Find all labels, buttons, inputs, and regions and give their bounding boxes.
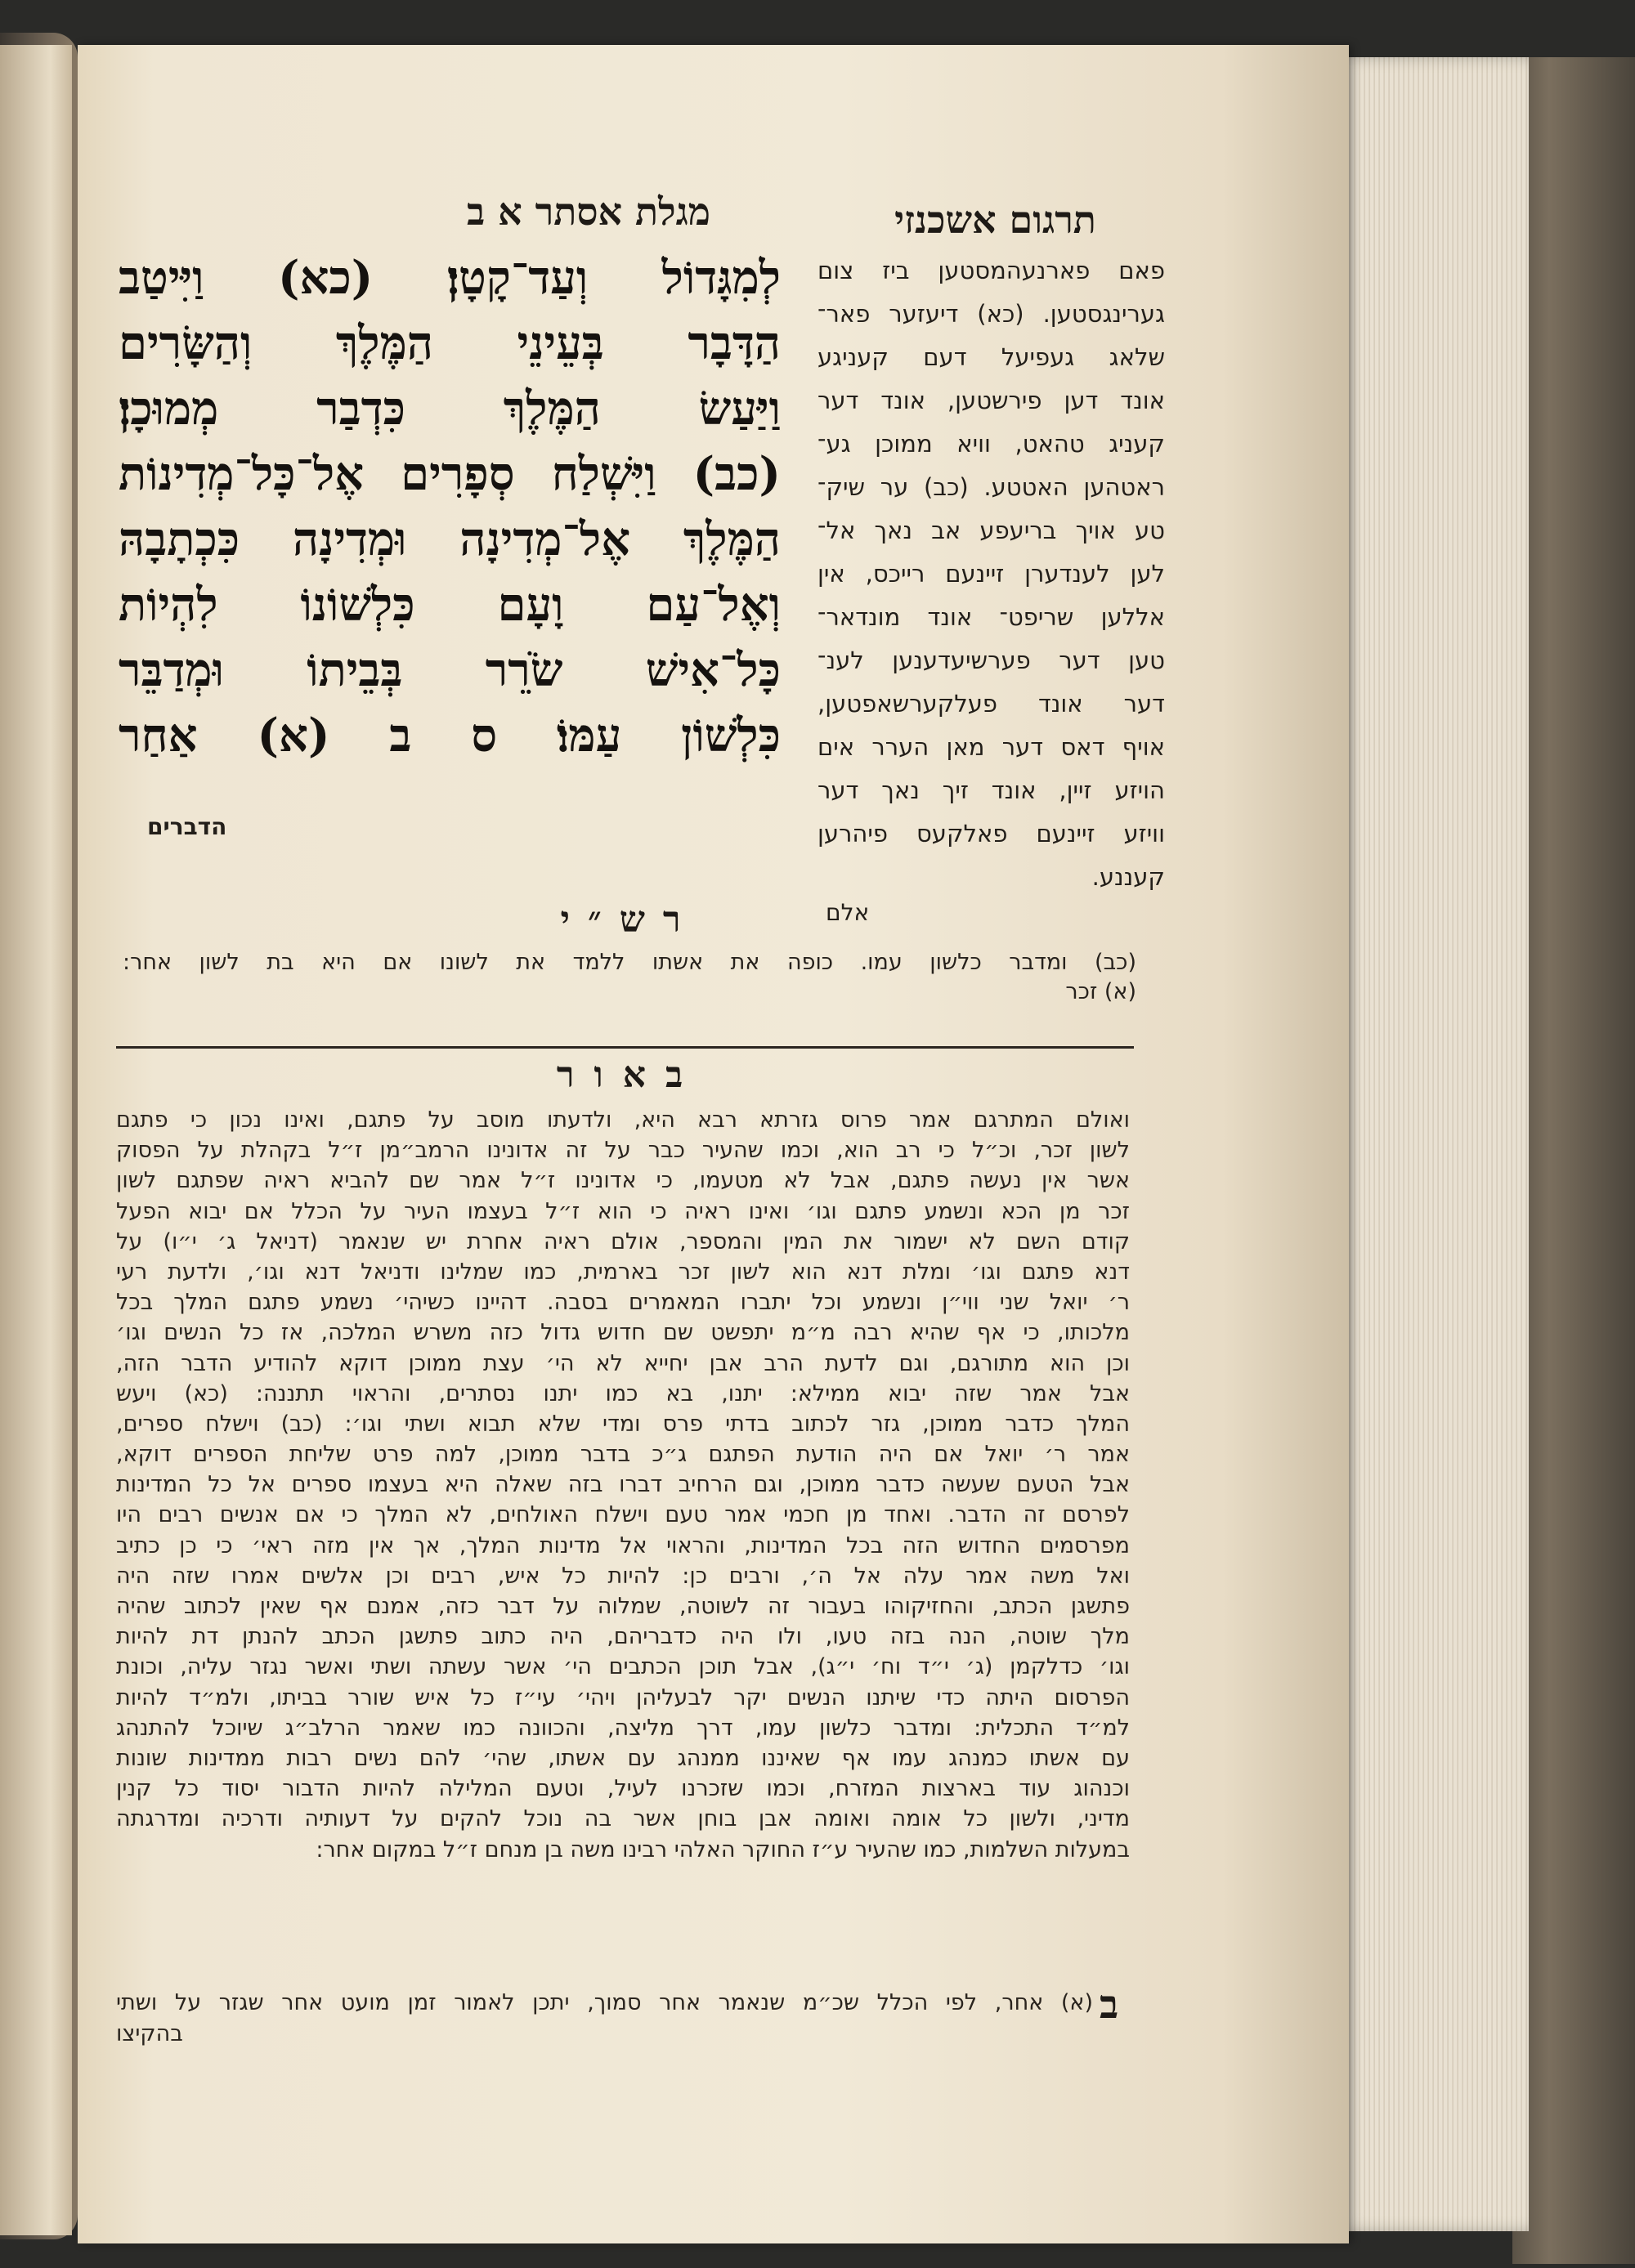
biur-line: עם אשתו כמנהג עמו אף שאיננו ממנהג עם אשתו, שהי׳ להם נשים רבות ממדינות שונות xyxy=(116,1745,1130,1771)
yiddish-line: אויף דאס דער מאן הערר אים xyxy=(818,733,1165,761)
yiddish-line: דער אונד פעלקערשאפטען, xyxy=(818,690,1165,718)
footnote-text xyxy=(116,1988,1093,2050)
yiddish-line: קעניג טהאט, וויא ממוכן גע־ xyxy=(818,430,1165,458)
biur-line: דנא פתגם וגו׳ ומלת דנא הוא לשון זכר בארמית, כמו שמלינו ודניאל דנא וגו׳, ולדעת רעי xyxy=(116,1259,1130,1285)
rashi-title: רש״י xyxy=(560,899,699,941)
page-stack-edges xyxy=(1337,57,1529,2231)
yiddish-line: לען לענדערן זיינעם רייכס, אין xyxy=(818,560,1165,588)
hebrew-text-line: הַדָּבָר בְּעֵינֵי הַמֶּלֶךְ וְהַשָּׂרִים xyxy=(119,316,781,370)
yiddish-catchword: אלם xyxy=(826,899,870,926)
biur-line: ואולם המתרגם אמר פרוס גזרתא רבא היא, ולדעתו מוסב על פתגם, ואינו נכון כי פתגם xyxy=(116,1107,1130,1133)
hebrew-text-line: (כב) וַיִּשְׁלַח סְפָרִים אֶל־כָּל־מְדִינוֹת xyxy=(119,447,781,501)
biur-line: לפרסם זה הדבר. ואחד מן חכמי אמר טעם וישלח האולחים, לא המלך כי אם אנשים רבים היו xyxy=(116,1502,1130,1528)
yiddish-line: וויזע זיינעם פאלקעס פיהרען xyxy=(818,820,1165,848)
biur-line: למ״ד התכלית: ומדבר כלשון עמו, דרך מליצה, והכוונה כמו שאמר הרלב״ג שיוכל להתנהג xyxy=(116,1715,1130,1741)
biur-line: וכן הוא מתורגם, וגם לדעת הרב אבן יחייא לא הי׳ עצת ממוכן דוקא להודיע הדבר הזה, xyxy=(116,1350,1130,1376)
biur-line: אשר אין נעשה פתגם, אבל לא מטעמו, כי אדונינו ז״ל אמר שם להביא ראיה שפתגם לשון xyxy=(116,1168,1130,1194)
biur-line: במעלות השלמות, כמו שהעיר ע״ז החוקר האלהי רבינו משה בן מנחם ז״ל במקום אחר: xyxy=(316,1836,1130,1863)
biur-line: ר׳ יואל שני ווי״ן ונשמע וכל יתברו המאמרים בסבה. דהיינו כשיהי׳ נשמע פתגם המלך בכל xyxy=(116,1290,1130,1316)
section-divider xyxy=(116,1046,1134,1049)
previous-page-edge xyxy=(0,45,72,2235)
yiddish-line: גערינגסטען. (כא) דיעזער פאר־ xyxy=(818,300,1165,328)
hebrew-text-line: כִּלְשׁוֹן עַמּוֹ׃ ס ב (א) אַחַר xyxy=(119,709,781,763)
biur-line: המלך כדבר ממוכן, גזר לכתוב בדתי פרס ומדי שלא תבוא ושתי וגו׳: (כב) וישלח ספרים, xyxy=(116,1411,1130,1437)
yiddish-line: אונד דען פירשטען, אונד דער xyxy=(818,387,1165,414)
yiddish-line: אללען שריפט־ אונד מונדאר־ xyxy=(818,603,1165,631)
biur-line: אבל אמר שזה יבוא ממילא: יתנו, בא כמו יתנו נסתרים, והראוי תתננה: (כא) ויעש xyxy=(116,1380,1130,1407)
footnote-line: בהקיצו xyxy=(116,2021,183,2047)
hebrew-text-line: וְאֶל־עַם וָעָם כִּלְשׁוֹנוֹ לִהְיוֹת xyxy=(119,578,781,632)
yiddish-translation-column xyxy=(818,249,1165,899)
hebrew-text-line: כָּל־אִישׁ שֹׂרֵר בְּבֵיתוֹ וּמְדַבֵּר xyxy=(119,643,781,697)
biur-line: אמר ר׳ יואל אם היה הודעת הפתגם ג״כ בדבר ממוכן, למה פרט שליחת הספרים דוקא, xyxy=(116,1442,1130,1468)
yiddish-line: טען דער פערשיעדענען לענ־ xyxy=(818,646,1165,674)
yiddish-line: פאם פארנעהמסטען ביז צום xyxy=(818,257,1165,284)
biur-line: הפרסום היתה כדי שיתנו הנשים יקר לבעליהן ויהי׳ עי״ז כל איש שורר בביתו, ולמ״ד להיות xyxy=(116,1684,1130,1711)
biur-line: וכנהוג עוד בארצות המזרח, וכמו שזכרנו לעיל, וטעם המלילה להיות הדבור יסוד כל קנין xyxy=(116,1776,1130,1802)
hebrew-text-line: הַמֶּלֶךְ אֶל־מְדִינָה וּמְדִינָה כִּכְתָבָהּ xyxy=(119,512,781,566)
biur-line: מלכותו, כי אף שהיא רבה מ״מ יתפשט שם חדוש גדול כזה משרש המלכה, אז כל הנשים וגו׳ xyxy=(116,1320,1130,1346)
header-left-title: מגלת אסתר א ב xyxy=(466,190,711,234)
biur-line: לשון זכר, וכ״ל כי רב הוא, וכמו שהעיר כבר על זה אדונינו הרמב״מן ז״ל בקהלת על הפסוק xyxy=(116,1138,1130,1164)
yiddish-line: טע אויך בריעפע אב נאך אל־ xyxy=(818,517,1165,544)
biur-line: אבל הטעם שעשה כדבר ממוכן, וגם הרחיב דברו בזה שאלה היא בעצמו ספרים אל כל המדינות xyxy=(116,1472,1130,1498)
biur-line: זכר מן הכא ונשמע פתגם וגו׳ ואינו ראיה כי הוא ז״ל בעצמו העיר על הכלל אם יבוא הפעל xyxy=(116,1198,1130,1224)
yiddish-line: הויזע זיין, אונד זיך נאך דער xyxy=(818,776,1165,804)
hebrew-catchword: הדברים xyxy=(147,813,227,840)
biur-line: מפרסמים החדוש הזה בכל המדינות, והראוי אל מדינות המלך, אך אין מזה ראי׳ כי כן כתיב xyxy=(116,1532,1130,1559)
hebrew-text-line: וַיַּעַשׂ הַמֶּלֶךְ כִּדְבַר מְמוּכָן׃ xyxy=(119,382,781,436)
hebrew-text-column xyxy=(119,245,781,768)
rashi-commentary xyxy=(123,948,1136,1007)
biur-line: פתשגן הכתב, והחזיקוהו בעבור זה לשוטה, שמלוה על דבר כזה, אמנם אף שאין לכתוב שהיה xyxy=(116,1594,1130,1619)
biur-commentary xyxy=(116,1105,1130,1865)
yiddish-line: קעננע. xyxy=(1091,863,1165,891)
footnote-letter: ב xyxy=(1100,1982,1119,2028)
biur-line: מדיני, ולשון כל אומה ואומה אבן בוחן אשר בה נוכל להקים על דעותיה ודרכיה ומדרגתה xyxy=(116,1806,1130,1832)
biur-line: ואל משה אמר עלה אל ה׳, ורבים כן: להיות כל איש, רבים וכן אלשים אמרו שזה היה xyxy=(116,1563,1130,1589)
book-cover-right xyxy=(1512,57,1635,2264)
biur-line: קודם השם לא ישמור את המין והמספר, אולם ראיה אחרת יש שנאמר (דניאל ג׳ י״ו) על xyxy=(116,1228,1130,1255)
yiddish-line: שלאג געפיעל דעם קעניגע xyxy=(818,343,1165,371)
header-right-title: תרגום אשכנזי xyxy=(894,198,1096,242)
biur-line: וגו׳ כדלקמן (ג׳ י״ד וח׳ י״ג), אבל תוכן הכתבים הי׳ אשר עשתה ושתי ואשר נגזר עליה, וכונת xyxy=(116,1654,1130,1680)
hebrew-text-line: לְמִגָּדוֹל וְעַד־קָטָן׃ (כא) וַיִּיטַב xyxy=(119,251,781,305)
rashi-line: (כב) ומדבר כלשון עמו. כופה את אשתו ללמד את לשונו אם היא בת לשון אחר: xyxy=(123,950,1136,975)
footnote-line: (א) אחר, לפי הכלל שכ״מ שנאמר אחר סמוך, יתכן לאמור זמן מועט אחר שגזר על ושתי xyxy=(116,1990,1093,2015)
yiddish-line: ראטהען האטטע. (כב) ער שיק־ xyxy=(818,473,1165,501)
rashi-line: (א) זכר xyxy=(1065,979,1136,1004)
biur-title: באור xyxy=(556,1054,703,1096)
biur-line: מלך שוטה, הנה בזה טעו, ולו היה כדבריהם, היה כתוב פתשגן הכתב להנתן דת להיות xyxy=(116,1624,1130,1650)
